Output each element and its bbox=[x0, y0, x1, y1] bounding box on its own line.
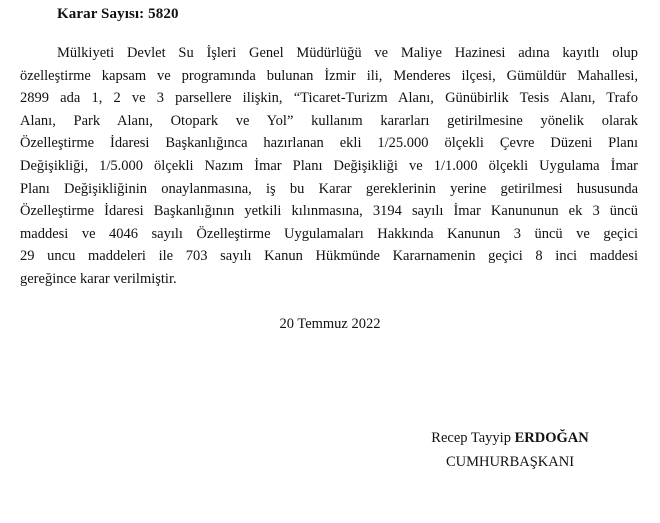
decree-date: 20 Temmuz 2022 bbox=[279, 316, 381, 332]
body-line: 29 uncu maddeleri ile 703 sayılı Kanun Hükmünde Kararnamenin geçici 8 inci maddesi bbox=[20, 248, 638, 265]
body-line: Planı Değişikliğinin onaylanmasına, iş bu Karar gereklerinin yerine getirilmesi hususunda bbox=[20, 180, 638, 197]
body-line: Değişikliği, 1/5.000 ölçekli Nazım İmar Planı Değişikliği ve 1/1.000 ölçekli Uygulama İmar bbox=[20, 157, 638, 174]
decision-number-value: 5820 bbox=[148, 6, 179, 22]
signatory-name bbox=[395, 426, 625, 450]
body-line: maddesi ve 4046 sayılı Özelleştirme Uygulamaları Hakkında Kanunun 3 üncü ve geçici bbox=[20, 225, 638, 242]
body-line: Mülkiyeti Devlet Su İşleri Genel Müdürlüğü ve Maliye Hazinesi adına kayıtlı olup bbox=[57, 45, 638, 61]
decision-number-label: Karar Sayısı: bbox=[57, 6, 145, 22]
body-line: Alanı, Park Alanı, Otopark ve Yol” kullanım kararları getirilmesine yönelik olarak bbox=[20, 112, 638, 129]
signatory-surname: ERDOĞAN bbox=[514, 430, 589, 446]
signature-block bbox=[395, 426, 625, 474]
signatory-title: CUMHURBAŞKANI bbox=[445, 454, 575, 470]
body-line: gereğince karar verilmiştir. bbox=[20, 270, 177, 287]
body-line: özelleştirme kapsam ve programında bulunan İzmir ili, Menderes ilçesi, Gümüldür Mahallesi, bbox=[20, 67, 638, 84]
body-line: Özelleştirme İdaresi Başkanlığınca hazırlanan ekli 1/25.000 ölçekli Çevre Düzeni Planı bbox=[20, 135, 638, 152]
body-line: 2899 ada 1, 2 ve 3 parsellere ilişkin, “Ticaret-Turizm Alanı, Günübirlik Tesis Alanı, Trafo bbox=[20, 90, 638, 107]
decision-number-heading bbox=[57, 6, 179, 23]
decree-body bbox=[20, 42, 638, 291]
body-line: Özelleştirme İdaresi Başkanlığının yetkili kılınmasına, 3194 sayılı İmar Kanununun ek 3 üncü bbox=[20, 203, 638, 220]
signatory-first-names: Recep Tayyip bbox=[431, 430, 511, 446]
